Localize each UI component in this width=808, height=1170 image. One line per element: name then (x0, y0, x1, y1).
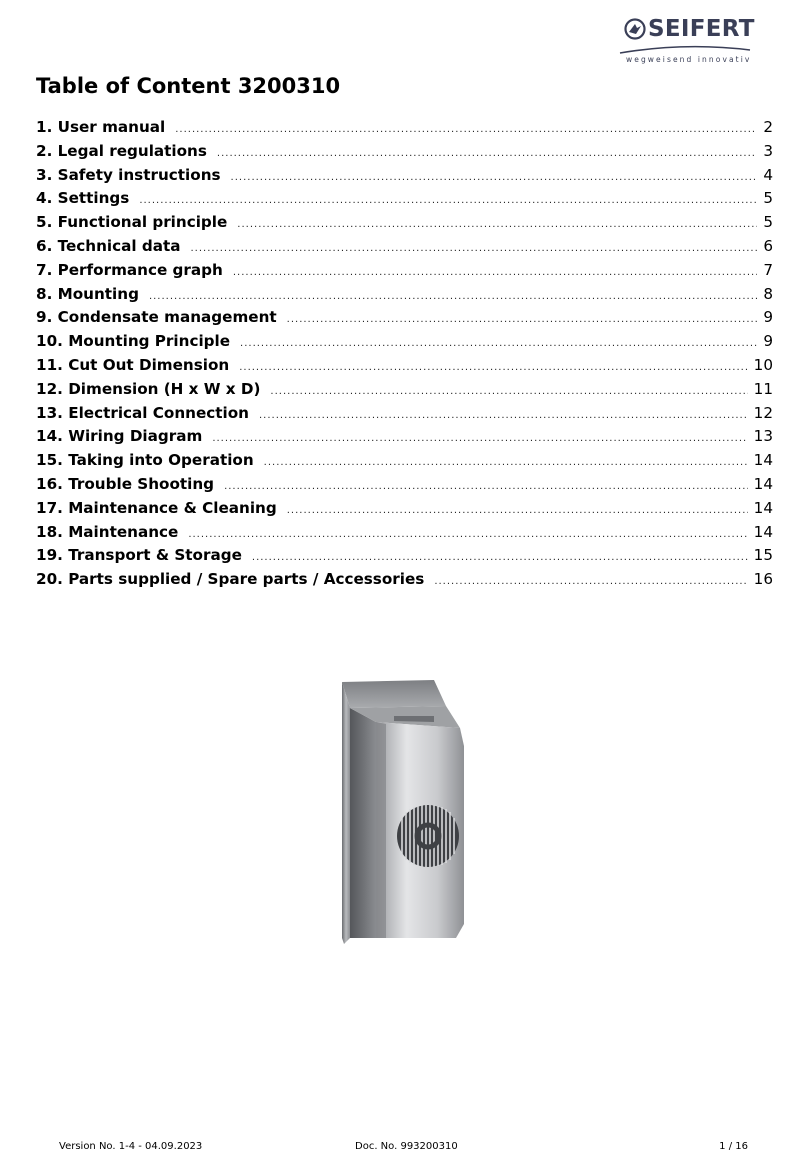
toc-entry-label: 19. Transport & Storage (36, 546, 242, 565)
toc-entry-label: 20. Parts supplied / Spare parts / Accessories (36, 570, 425, 589)
toc-leader-dots (252, 552, 748, 563)
toc-leader-dots (231, 172, 758, 183)
toc-entry-label: 13. Electrical Connection (36, 403, 249, 422)
toc-leader-dots (287, 505, 748, 516)
toc-entry-page: 14 (753, 451, 773, 470)
toc-entry[interactable] (36, 118, 773, 142)
toc-entry[interactable] (36, 142, 773, 166)
toc-entry-page: 16 (753, 570, 773, 589)
toc-leader-dots (224, 481, 748, 492)
toc-entry-page: 14 (753, 522, 773, 541)
toc-entry-label: 3. Safety instructions (36, 165, 221, 184)
footer-page-number: 1 / 16 (719, 1141, 748, 1152)
toc-entry[interactable] (36, 546, 773, 570)
toc-entry-label: 9. Condensate management (36, 308, 277, 327)
logo-name: SEIFERT (648, 16, 755, 42)
toc-entry-label: 7. Performance graph (36, 260, 223, 279)
toc-leader-dots (217, 148, 757, 159)
toc-entry[interactable] (36, 427, 773, 451)
toc-entry-page: 9 (763, 308, 773, 327)
toc-entry-page: 2 (763, 118, 773, 136)
toc-entry-page: 11 (753, 379, 773, 398)
toc-entry-page: 14 (753, 474, 773, 493)
toc-entry-page: 8 (763, 284, 773, 303)
toc-leader-dots (270, 386, 747, 397)
toc-entry[interactable] (36, 166, 773, 190)
toc-entry[interactable] (36, 332, 773, 356)
toc-entry-label: 16. Trouble Shooting (36, 474, 215, 493)
toc-entry-page: 5 (763, 189, 773, 208)
toc-entry-label: 4. Settings (36, 189, 130, 208)
toc-entry[interactable] (36, 499, 773, 523)
toc-entry-label: 8. Mounting (36, 284, 139, 303)
toc-entry-page: 15 (753, 546, 773, 565)
toc-leader-dots (264, 457, 748, 468)
toc-entry-label: 15. Taking into Operation (36, 451, 254, 470)
toc-leader-dots (287, 314, 758, 325)
toc-entry[interactable] (36, 189, 773, 213)
toc-entry[interactable] (36, 451, 773, 475)
toc-leader-dots (434, 576, 747, 587)
toc-entry-label: 1. User manual (36, 118, 166, 136)
toc-leader-dots (239, 362, 747, 373)
footer-version: Version No. 1-4 - 04.09.2023 (59, 1141, 203, 1152)
toc-entry[interactable] (36, 261, 773, 285)
toc-entry[interactable] (36, 380, 773, 404)
toc-leader-dots (190, 243, 757, 254)
toc-entry-label: 14. Wiring Diagram (36, 427, 203, 446)
logo-swoosh-icon (618, 44, 752, 54)
toc-leader-dots (259, 410, 748, 421)
toc-leader-dots (212, 433, 747, 444)
toc-entry-label: 11. Cut Out Dimension (36, 355, 230, 374)
toc-leader-dots (149, 291, 757, 302)
toc-entry[interactable] (36, 213, 773, 237)
toc-entry-page: 10 (753, 355, 773, 374)
toc-entry-label: 12. Dimension (H x W x D) (36, 379, 261, 398)
toc-entry-page: 12 (753, 403, 773, 422)
toc-entry-page: 7 (763, 260, 773, 279)
footer-doc-number: Doc. No. 993200310 (355, 1141, 458, 1152)
toc-entry-page: 14 (753, 498, 773, 517)
toc-entry[interactable] (36, 308, 773, 332)
toc-entry-label: 17. Maintenance & Cleaning (36, 498, 277, 517)
toc-entry-label: 5. Functional principle (36, 213, 228, 232)
seifert-logo (618, 14, 755, 68)
toc-leader-dots (233, 267, 757, 278)
toc-entry[interactable] (36, 237, 773, 261)
toc-leader-dots (175, 124, 757, 135)
product-image (330, 676, 490, 956)
toc-entry-page: 6 (763, 236, 773, 255)
toc-entry-page: 5 (763, 213, 773, 232)
toc-entry[interactable] (36, 570, 773, 594)
toc-entry-page: 4 (763, 165, 773, 184)
toc-entry-label: 10. Mounting Principle (36, 332, 231, 351)
toc-entry-label: 6. Technical data (36, 236, 181, 255)
page-title: Table of Content 3200310 (36, 74, 341, 98)
toc-entry[interactable] (36, 404, 773, 428)
table-of-contents (36, 118, 773, 594)
toc-leader-dots (188, 529, 747, 540)
toc-entry-page: 13 (753, 427, 773, 446)
toc-entry-page: 3 (763, 141, 773, 160)
toc-entry-label: 18. Maintenance (36, 522, 179, 541)
toc-leader-dots (237, 219, 757, 230)
toc-entry[interactable] (36, 475, 773, 499)
toc-leader-dots (139, 195, 757, 206)
toc-entry[interactable] (36, 356, 773, 380)
toc-entry-label: 2. Legal regulations (36, 141, 207, 160)
toc-leader-dots (240, 338, 757, 349)
toc-entry-page: 9 (763, 332, 773, 351)
seifert-emblem-icon (624, 18, 646, 40)
logo-tagline: wegweisend innovativ (626, 55, 752, 64)
toc-entry[interactable] (36, 523, 773, 547)
toc-entry[interactable] (36, 285, 773, 309)
